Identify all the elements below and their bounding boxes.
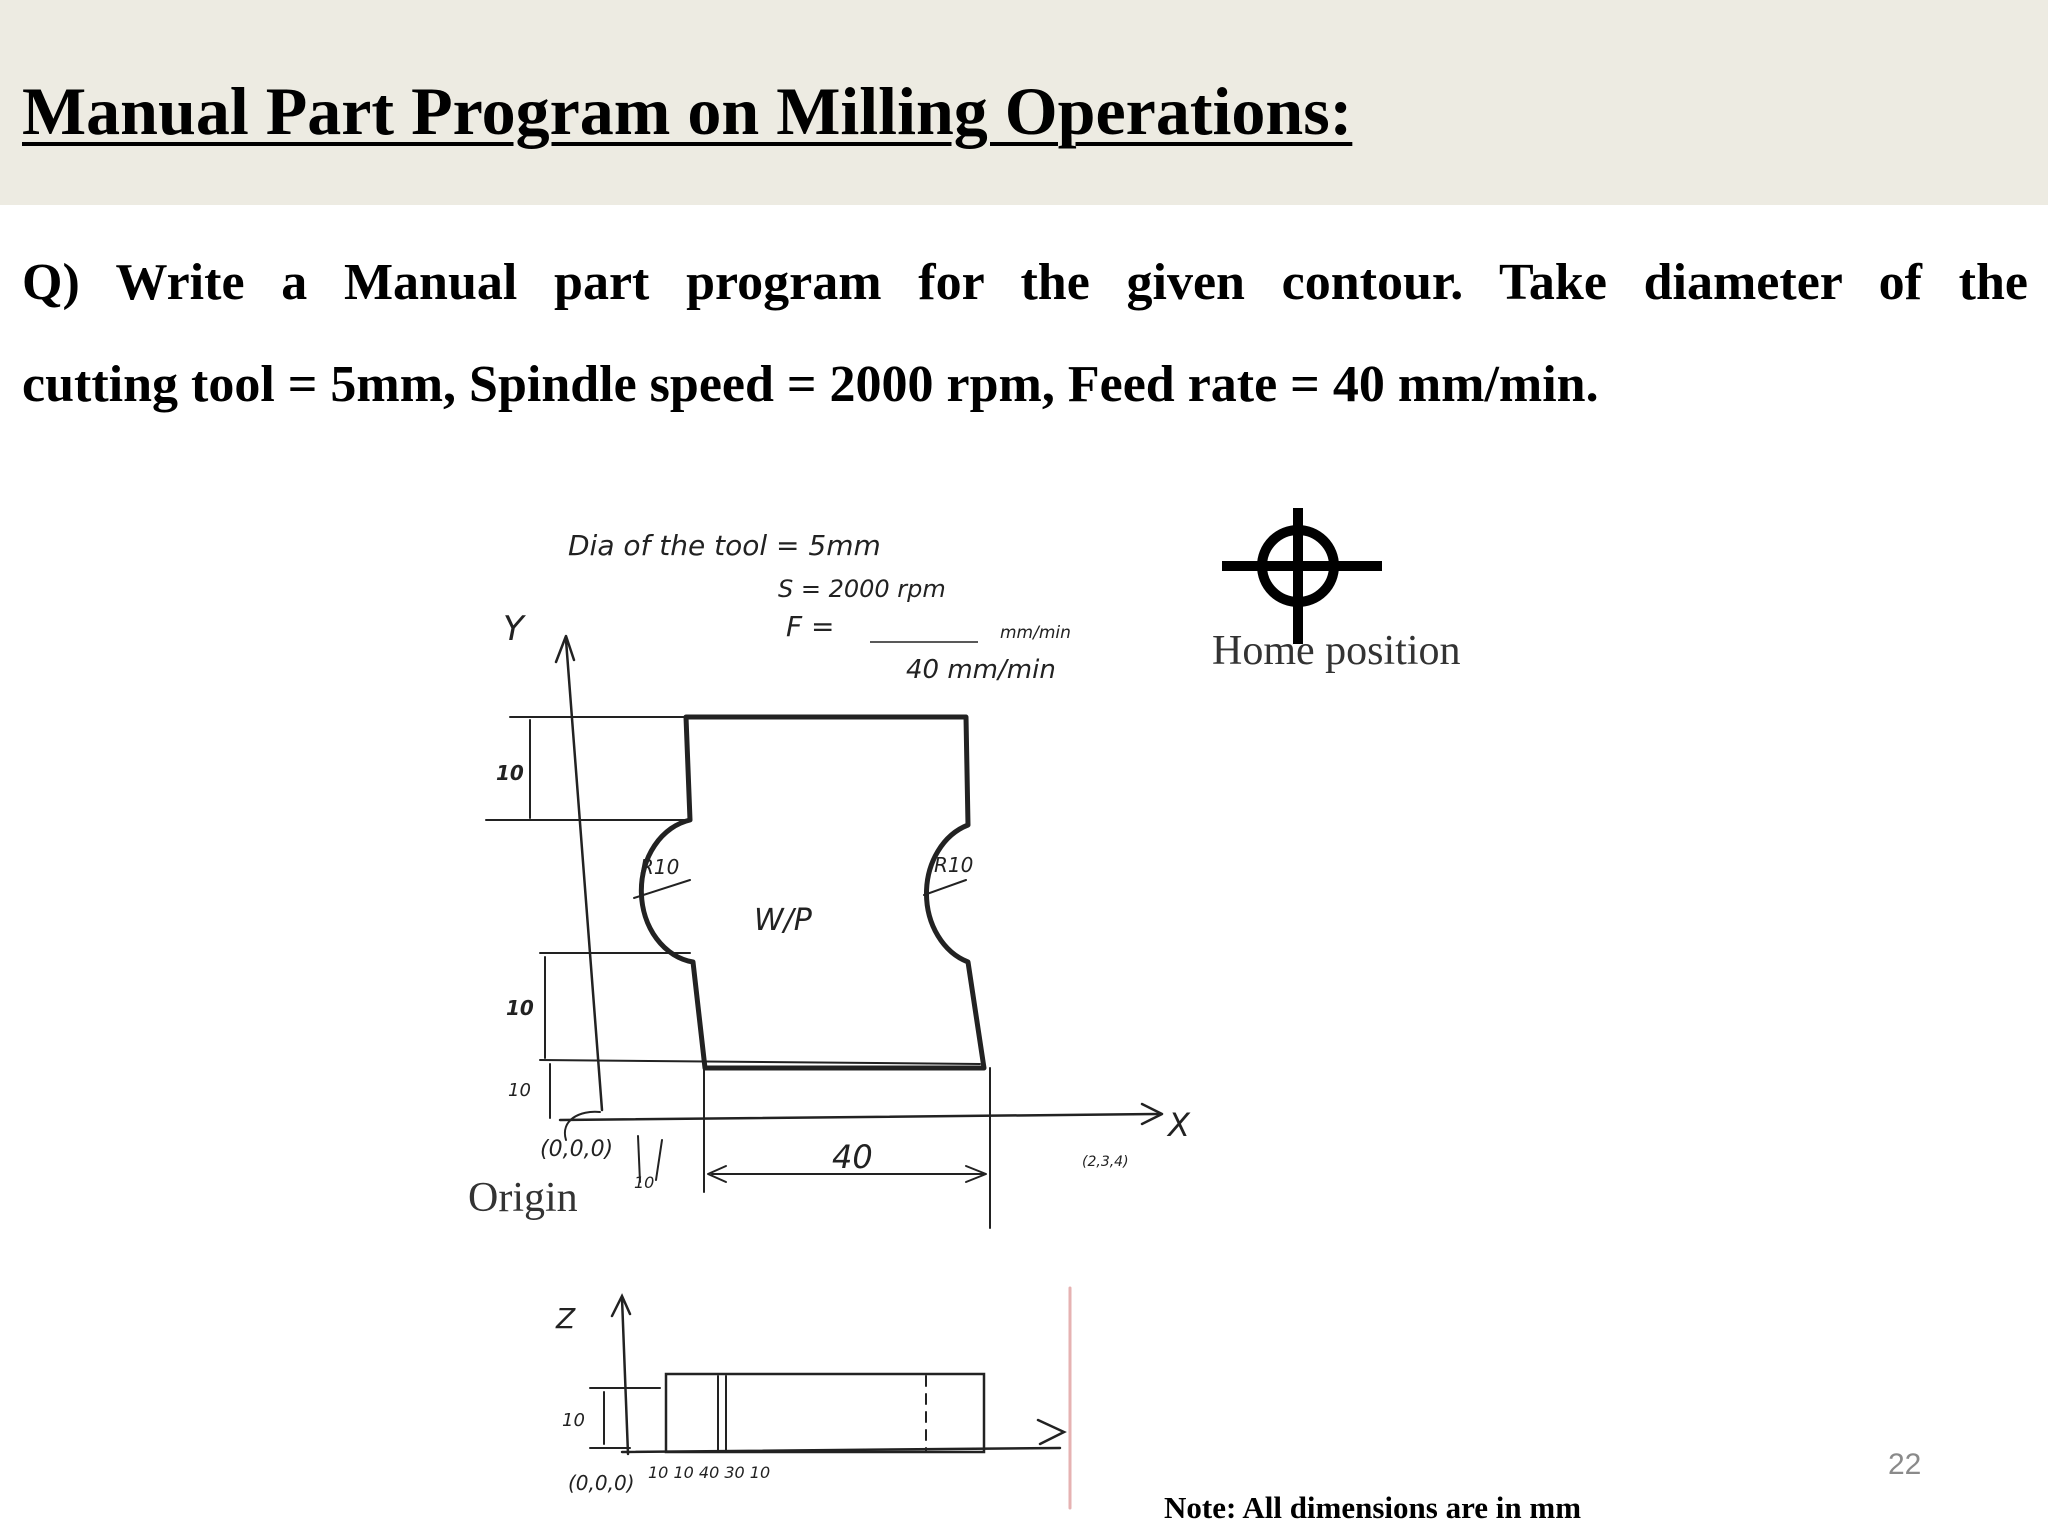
question-line-2: cutting tool = 5mm, Spindle speed = 2000 rpm, Feed rate = 40 mm/min. [22, 356, 1599, 413]
dim-bottom-10: 10 [508, 1080, 531, 1101]
question-text [22, 232, 2028, 436]
z-axis-label: Z [556, 1302, 576, 1335]
dim-mid-10: 10 [506, 996, 534, 1020]
radius-left-label: R10 [640, 855, 680, 879]
dim-offset-10: 10 [634, 1173, 655, 1192]
z-axis-line [622, 1298, 628, 1454]
part-sketch [460, 500, 1240, 1526]
side-dims: 10 10 40 30 10 [648, 1463, 771, 1482]
question-line-1: Q) Write a Manual part program for the given contour. Take diameter of the [22, 254, 2028, 311]
note-feed: F = [786, 610, 835, 643]
origin-label: Origin [468, 1175, 578, 1221]
note-spindle: S = 2000 rpm [778, 575, 946, 603]
x-axis-line [560, 1114, 1160, 1120]
slide-title: Manual Part Program on Milling Operations: [22, 73, 1353, 149]
note-tool-dia: Dia of the tool = 5mm [568, 529, 881, 562]
home-coords: (2,3,4) [1082, 1154, 1129, 1170]
origin-coords: (0,0,0) [540, 1137, 614, 1162]
y-axis-label: Y [503, 609, 524, 649]
home-position-label: Home position [1212, 628, 1461, 674]
dim-top-10: 10 [496, 761, 524, 785]
side-view-block [666, 1374, 984, 1452]
side-origin-coords: (0,0,0) [568, 1471, 635, 1495]
note-feed-value: 40 mm/min [906, 655, 1056, 685]
page-number: 22 [1888, 1448, 1922, 1481]
y-axis-line [566, 640, 602, 1110]
x-axis-label: X [1168, 1106, 1190, 1144]
dim-width-40: 40 [832, 1138, 873, 1176]
workpiece-label: W/P [754, 903, 812, 938]
side-height-10: 10 [562, 1410, 585, 1431]
note-feed-unit: mm/min [1000, 623, 1071, 643]
radius-right-label: R10 [934, 853, 974, 877]
dimensions-note: Note: All dimensions are in mm [1164, 1490, 1582, 1525]
